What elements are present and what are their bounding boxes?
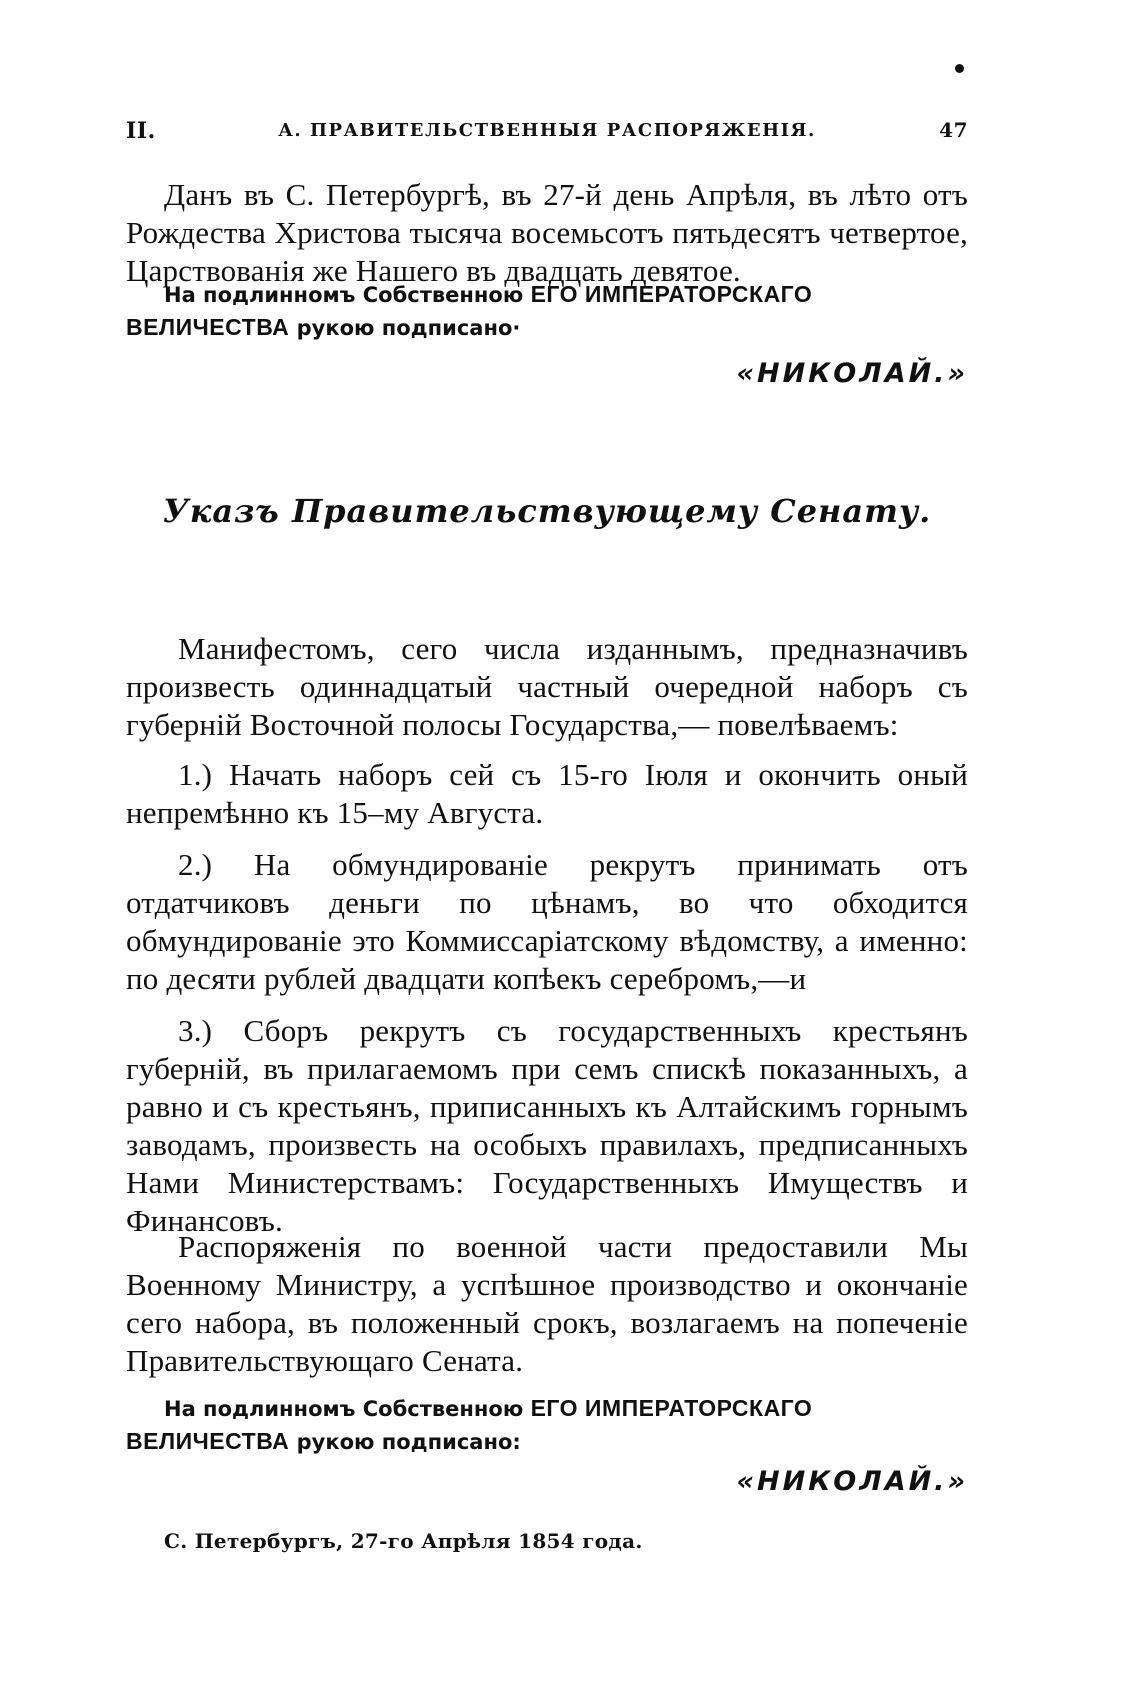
ukaz-closing-paragraph: Распоряженія по военной части предоставили Мы Военному Министру, а успѣшное производство и окончаніе сего набора, въ положенный срокъ, возлагаемъ на попеченіе Правительствующаго Сената. — [126, 1229, 968, 1378]
signature-note-2-caps: ЕГО ИМПЕРАТОРСКАГО ВЕЛИЧЕСТВА — [126, 1395, 813, 1454]
section-number: II. — [126, 118, 156, 144]
ukaz-item-1: 1.) Начать наборъ сей съ 15-го Іюля и окончить оный непремѣнно къ 15–му Августа. — [126, 757, 968, 830]
signature-note-1-caps: ЕГО ИМПЕРАТОРСКАГО ВЕЛИЧЕСТВА — [126, 281, 813, 340]
ukaz-heading: Указъ Правительствующему Сенату. — [162, 492, 932, 530]
ink-spot — [955, 64, 964, 73]
date-line: С. Петербургъ, 27-го Апрѣля 1854 года. — [164, 1529, 643, 1553]
signature-note-1 — [126, 278, 968, 344]
signature-name-1: «НИКОЛАЙ.» — [736, 358, 968, 389]
page-number: 47 — [939, 118, 968, 142]
signature-note-2 — [126, 1392, 968, 1458]
ukaz-intro-paragraph: Манифестомъ, сего числа изданнымъ, предназначивъ произвесть одиннадцатый частный очередной наборъ съ губерній Восточной полосы Государства,— повелѣваемъ: — [126, 631, 968, 742]
running-header — [126, 118, 968, 158]
running-title: А. ПРАВИТЕЛЬСТВЕННЫЯ РАСПОРЯЖЕНІЯ. — [278, 120, 816, 141]
ukaz-item-3: 3.) Сборъ рекрутъ съ государственныхъ крестьянъ губерній, въ прилагаемомъ при семъ спискѣ показанныхъ, а равно и съ крестьянъ, приписанныхъ къ Алтайскимъ горнымъ заводамъ, произвесть на особыхъ правилахъ, предписанныхъ Нами Министерствамъ: Государственныхъ Имуществъ и Финансовъ. — [126, 1013, 968, 1238]
signature-name-2: «НИКОЛАЙ.» — [736, 1466, 968, 1497]
signature-note-2-start: На подлинномъ Собственною — [164, 1397, 531, 1421]
signature-note-2-end: рукою подписано: — [289, 1430, 521, 1454]
signature-note-1-end: рукою подписано· — [289, 316, 521, 340]
manifest-ending-paragraph: Данъ въ С. Петербургѣ, въ 27-й день Апрѣля, въ лѣто отъ Рождества Христова тысяча восемьсотъ пятьдесятъ четвертое, Царствованія же Нашего въ двадцать девятое. — [126, 177, 968, 288]
ukaz-item-2: 2.) На обмундированіе рекрутъ принимать отъ отдатчиковъ деньги по цѣнамъ, во что обходится обмундированіе это Коммиссаріатскому вѣдомству, а именно: по десяти рублей двадцати копѣекъ серебромъ,—и — [126, 847, 968, 996]
signature-note-1-start: На подлинномъ Собственною — [164, 283, 531, 307]
